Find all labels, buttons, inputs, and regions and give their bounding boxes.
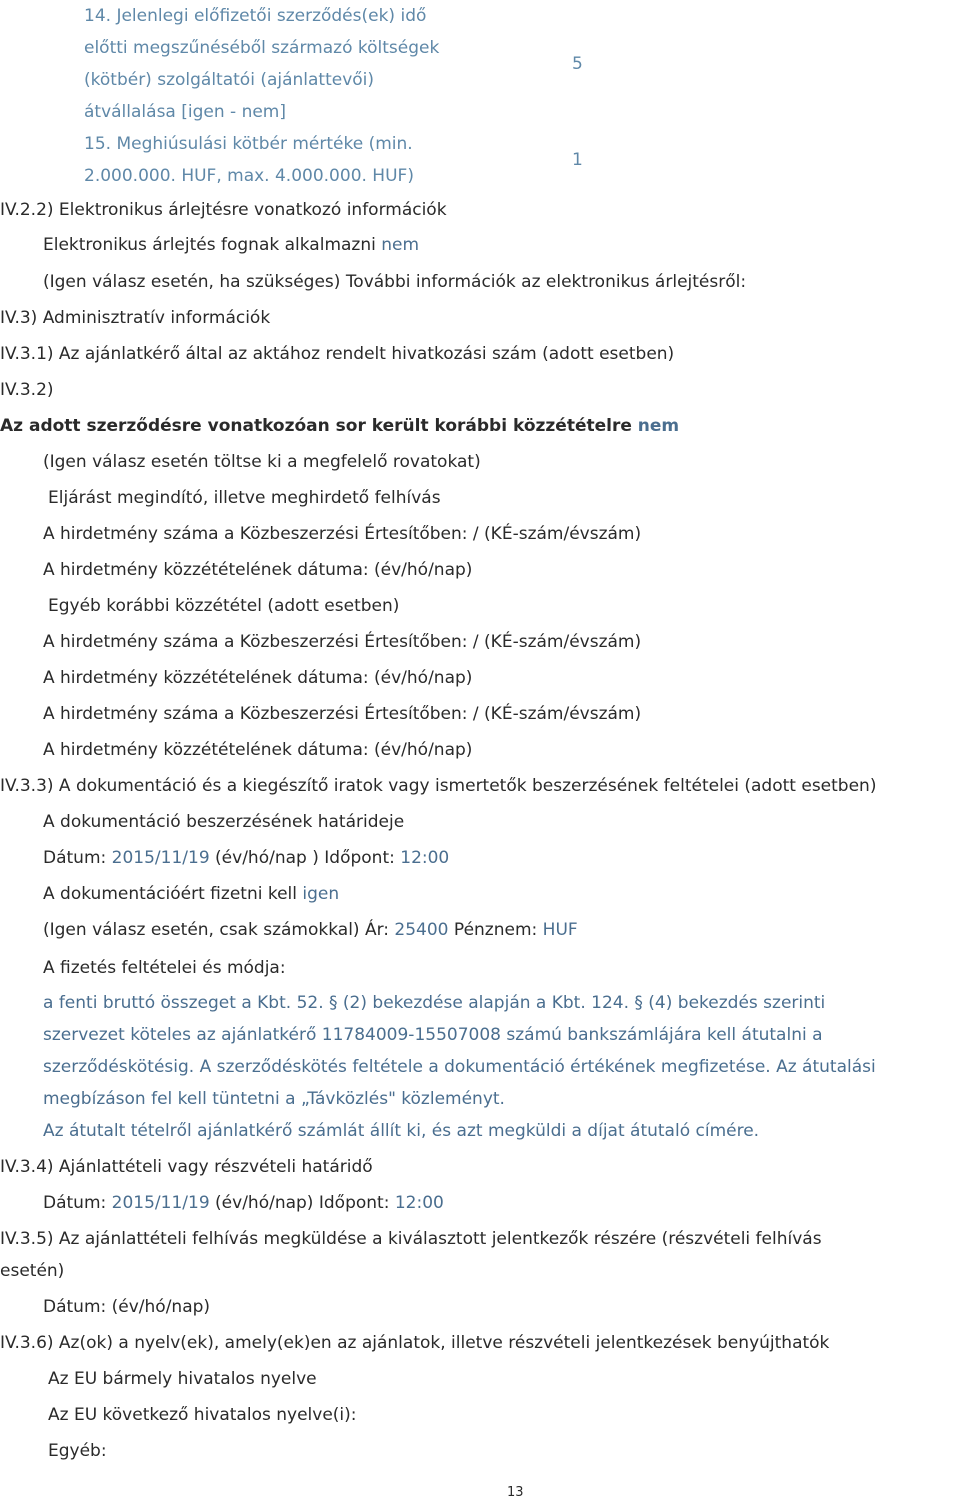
criterion-14-weight: 5 bbox=[572, 54, 583, 74]
notice-date-2: A hirdetmény közzétételének dátuma: (év/hó/nap) bbox=[43, 668, 473, 688]
criterion-14-line-1: 14. Jelenlegi előfizetői szerződés(ek) idő bbox=[84, 6, 427, 26]
payment-terms-label: A fizetés feltételei és módja: bbox=[43, 958, 286, 978]
criterion-14-line-4: átvállalása [igen - nem] bbox=[84, 102, 286, 122]
language-option-any: Az EU bármely hivatalos nyelve bbox=[48, 1369, 317, 1389]
section-iv-3-3-heading: IV.3.3) A dokumentáció és a kiegészítő iratok vagy ismertetők beszerzésének feltételei (adott esetben) bbox=[0, 776, 877, 796]
payment-required-row bbox=[43, 882, 339, 906]
eauction-label: Elektronikus árlejtés fognak alkalmazni bbox=[43, 235, 376, 255]
notice-date-1: A hirdetmény közzétételének dátuma: (év/hó/nap) bbox=[43, 560, 473, 580]
other-publication-label: Egyéb korábbi közzététel (adott esetben) bbox=[48, 596, 400, 616]
section-iv-3-4-heading: IV.3.4) Ajánlattételi vagy részvételi határidő bbox=[0, 1157, 373, 1177]
date-format: (év/hó/nap ) bbox=[215, 848, 319, 868]
payment-required-label: A dokumentációért fizetni kell bbox=[43, 884, 297, 904]
price-row bbox=[43, 918, 578, 942]
eauction-info: (Igen válasz esetén, ha szükséges) További információk az elektronikus árlejtésről: bbox=[43, 272, 747, 292]
page-number: 13 bbox=[507, 1485, 524, 1500]
time-label: Időpont: bbox=[324, 848, 395, 868]
payment-terms-line-2: szervezet köteles az ajánlatkérő 11784009-15507008 számú bankszámlájára kell átutalni a bbox=[43, 1025, 823, 1045]
date-value: 2015/11/19 bbox=[111, 848, 210, 868]
time-label: Időpont: bbox=[318, 1193, 390, 1213]
date-label: Dátum: bbox=[43, 848, 107, 868]
time-value: 12:00 bbox=[400, 848, 450, 868]
section-iv-3-2-heading: IV.3.2) bbox=[0, 380, 54, 400]
date-format: (év/hó/nap) bbox=[215, 1193, 314, 1213]
price-label: (Igen válasz esetén, csak számokkal) Ár: bbox=[43, 920, 390, 940]
notice-date-3: A hirdetmény közzétételének dátuma: (év/hó/nap) bbox=[43, 740, 473, 760]
documentation-date-row bbox=[43, 846, 449, 870]
criterion-14-line-3: (kötbér) szolgáltatói (ajánlattevői) bbox=[84, 70, 375, 90]
eauction-value: nem bbox=[381, 235, 420, 255]
currency-label: Pénznem: bbox=[453, 920, 538, 940]
language-option-specific: Az EU következő hivatalos nyelve(i): bbox=[48, 1405, 357, 1425]
prior-publication-value: nem bbox=[637, 416, 680, 436]
price-value: 25400 bbox=[394, 920, 449, 940]
section-iv-2-2-heading: IV.2.2) Elektronikus árlejtésre vonatkozó információk bbox=[0, 200, 447, 220]
fill-note: (Igen válasz esetén töltse ki a megfelelő rovatokat) bbox=[43, 452, 481, 472]
payment-terms-line-5: Az átutalt tételről ajánlatkérő számlát állít ki, és azt megküldi a díjat átutaló címére. bbox=[43, 1121, 760, 1141]
criterion-15-weight: 1 bbox=[572, 150, 583, 170]
section-iv-3-heading: IV.3) Adminisztratív információk bbox=[0, 308, 271, 328]
payment-terms-line-4: megbízáson fel kell tüntetni a „Távközlés" közleményt. bbox=[43, 1089, 505, 1109]
criterion-14-line-2: előtti megszűnéséből származó költségek bbox=[84, 38, 440, 58]
currency-value: HUF bbox=[542, 920, 578, 940]
eauction-row bbox=[43, 233, 419, 257]
date-label: Dátum: bbox=[43, 1193, 107, 1213]
submission-date-row bbox=[43, 1191, 444, 1215]
section-iv-3-1-heading: IV.3.1) Az ajánlatkérő által az aktához rendelt hivatkozási szám (adott esetben) bbox=[0, 344, 675, 364]
payment-terms-line-1: a fenti bruttó összeget a Kbt. 52. § (2) bekezdése alapján a Kbt. 124. § (4) bekezdés szerinti bbox=[43, 993, 826, 1013]
time-value: 12:00 bbox=[394, 1193, 444, 1213]
section-iv-3-5-heading-line-1: IV.3.5) Az ajánlattételi felhívás megküldése a kiválasztott jelentkezők részére (részvételi felhívás bbox=[0, 1229, 822, 1249]
notice-label: Eljárást megindító, illetve meghirdető felhívás bbox=[48, 488, 441, 508]
notice-number-2: A hirdetmény száma a Közbeszerzési Értesítőben: / (KÉ-szám/évszám) bbox=[43, 632, 642, 652]
documentation-deadline: A dokumentáció beszerzésének határideje bbox=[43, 812, 405, 832]
notice-number-1: A hirdetmény száma a Közbeszerzési Értesítőben: / (KÉ-szám/évszám) bbox=[43, 524, 642, 544]
notice-number-3: A hirdetmény száma a Közbeszerzési Értesítőben: / (KÉ-szám/évszám) bbox=[43, 704, 642, 724]
prior-publication-row bbox=[0, 414, 679, 438]
criterion-15-line-1: 15. Meghiúsulási kötbér mértéke (min. bbox=[84, 134, 413, 154]
payment-terms-line-3: szerződéskötésig. A szerződéskötés feltétele a dokumentáció értékének megfizetése. Az átutalási bbox=[43, 1057, 876, 1077]
criterion-15-line-2: 2.000.000. HUF, max. 4.000.000. HUF) bbox=[84, 166, 414, 186]
section-iv-3-6-heading: IV.3.6) Az(ok) a nyelv(ek), amely(ek)en az ajánlatok, illetve részvételi jelentkezések benyújthatók bbox=[0, 1333, 830, 1353]
date-value: 2015/11/19 bbox=[111, 1193, 210, 1213]
payment-required-value: igen bbox=[302, 884, 340, 904]
section-iv-3-5-heading-line-2: esetén) bbox=[0, 1261, 65, 1281]
prior-publication-label: Az adott szerződésre vonatkozóan sor került korábbi közzétételre bbox=[0, 416, 632, 436]
invitation-date: Dátum: (év/hó/nap) bbox=[43, 1297, 211, 1317]
language-option-other: Egyéb: bbox=[48, 1441, 107, 1461]
